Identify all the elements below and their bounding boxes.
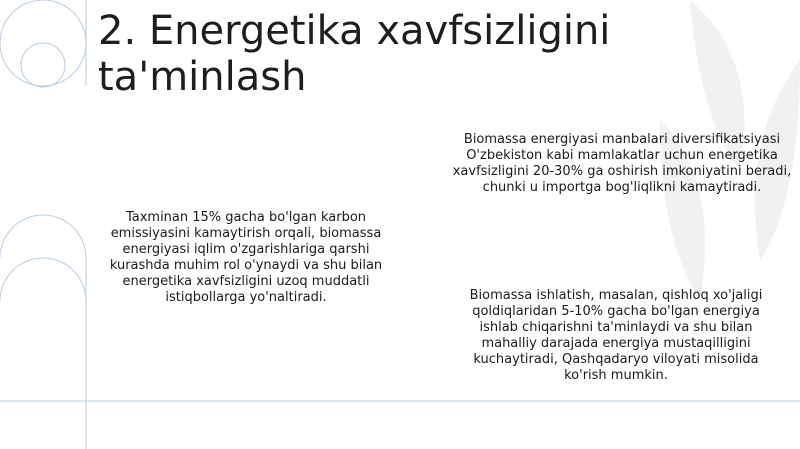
text-block-diversification: Biomassa energiyasi manbalari diversifikatsiyasi O'zbekiston kabi mamlakatlar uchun energetika xavfsizligini 20-30% ga oshirish imkoniyatini beradi, chunki u importga bog'liqlikni kamaytiradi. [452, 132, 792, 195]
arch-upper [0, 215, 86, 449]
text-block-emissions: Taxminan 15% gacha bo'lgan karbon emissiyasini kamaytirish orqali, biomassa energiyasi iqlim o'zgarishlariga qarshi kurashda muhim rol o'ynaydi va shu bilan energetika xavfsizligini uzoq muddatli istiqbollarga yo'naltiradi. [109, 210, 383, 305]
inner-circle [21, 43, 65, 87]
text-block-agriculture: Biomassa ishlatish, masalan, qishloq xo'jaligi qoldiqlaridan 5-10% gacha bo'lgan energiya ishlab chiqarishni ta'minlaydi va shu bilan mahalliy darajada energiya mustaqilligini kuchaytiradi, Qashqadaryo viloyati misolida ko'rish mumkin. [469, 288, 763, 383]
arch-lower [0, 258, 86, 301]
slide-title: 2. Energetika xavfsizligini ta'minlash [98, 8, 611, 100]
